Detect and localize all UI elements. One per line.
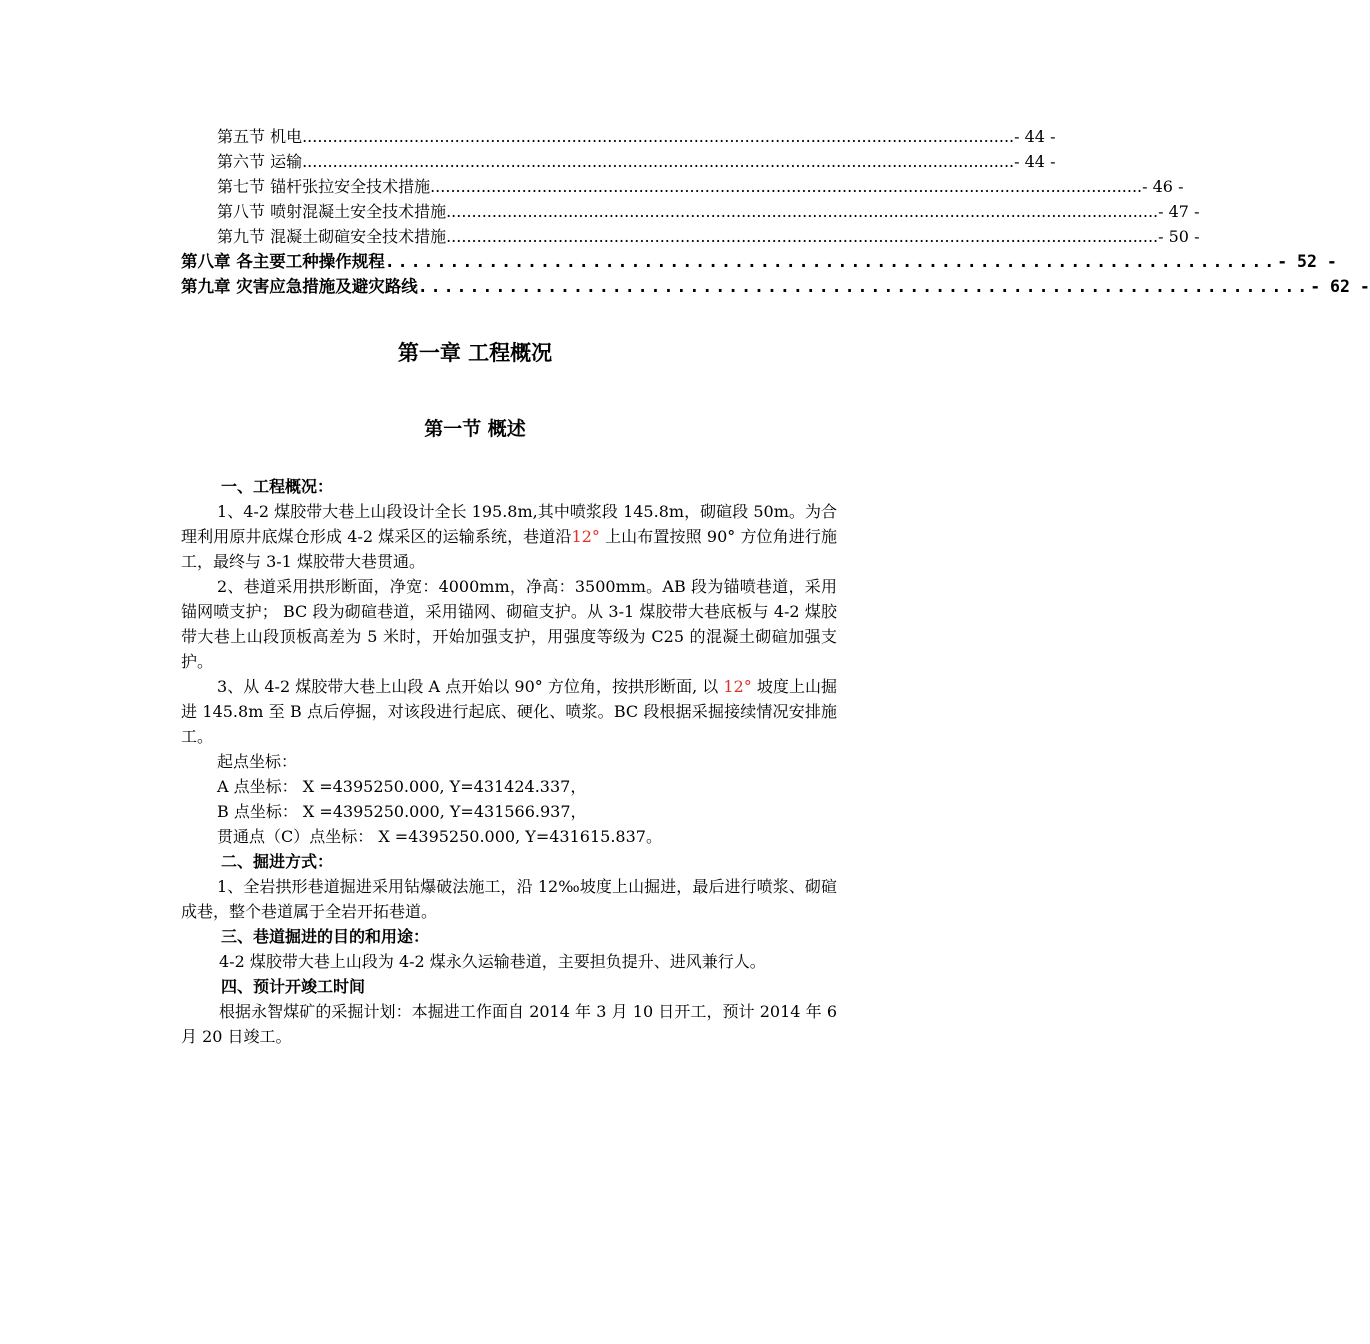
paragraph: 根据永智煤矿的采掘计划：本掘进工作面自 2014 年 3 月 10 日开工，预计 2014 年 6 月 20 日竣工。 [181, 1002, 837, 1046]
toc-page: - 44 - [1014, 127, 1056, 146]
coordinates-title: 起点坐标： [217, 752, 298, 771]
document-body [181, 474, 837, 1049]
subheading-excavation-method: 二、掘进方式： [221, 852, 334, 871]
toc-leader: ............................................................................................................................................ [302, 127, 1015, 146]
toc-leader: ............................................................................................................................................ [430, 177, 1143, 196]
text-run: 坡度上山掘进 145.8m 至 B 点后停掘，对该段进行起底、硬化、喷浆。BC 段根据采掘接续情况安排施工。 [181, 677, 837, 746]
paragraph: 4-2 煤胶带大巷上山段为 4-2 煤永久运输巷道，主要担负提升、进风兼行人。 [219, 952, 766, 971]
toc-page: - 50 - [1158, 227, 1200, 246]
paragraph [181, 499, 837, 574]
paragraph: 1、全岩拱形巷道掘进采用钻爆破法施工，沿 12‰坡度上山掘进，最后进行喷浆、砌碹成巷，整个巷道属于全岩开拓巷道。 [181, 877, 837, 921]
toc-entry[interactable] [181, 274, 1370, 299]
chapter-title: 第一章 工程概况 [397, 341, 553, 365]
subheading-project-overview: 一、工程概况： [221, 477, 334, 496]
toc-leader: ..................................................................... [384, 252, 1278, 271]
toc-page: - 47 - [1158, 202, 1200, 221]
toc-label: 第八章 各主要工种操作规程 [181, 252, 385, 271]
text-run: 上山布置按照 90° 方位角进行施工，最终与 3-1 煤胶带大巷贯通。 [181, 527, 837, 571]
toc-label: 第六节 运输 [217, 152, 303, 171]
toc-page: - 46 - [1142, 177, 1184, 196]
highlight-text: 12° [571, 527, 600, 546]
toc-page: - 44 - [1014, 152, 1056, 171]
toc-entry[interactable] [181, 149, 1056, 174]
coordinate-c: 贯通点（C）点坐标： X =4395250.000, Y=431615.837。 [217, 827, 662, 846]
section-title: 第一节 概述 [424, 418, 526, 440]
toc-leader: ..................................................................... [417, 277, 1311, 296]
toc-label: 第五节 机电 [217, 127, 303, 146]
toc-label: 第九章 灾害应急措施及避灾路线 [181, 277, 418, 296]
highlight-text: 12° [723, 677, 752, 696]
toc-label: 第七节 锚杆张拉安全技术措施 [217, 177, 431, 196]
toc-label: 第八节 喷射混凝土安全技术措施 [217, 202, 447, 221]
text-run: 3、从 4-2 煤胶带大巷上山段 A 点开始以 90° 方位角，按拱形断面, 以 [217, 677, 724, 696]
toc-entry[interactable] [181, 124, 1056, 149]
toc-entry[interactable] [181, 249, 1337, 274]
coordinate-a: A 点坐标： X =4395250.000, Y=431424.337， [217, 777, 587, 796]
toc-leader: ............................................................................................................................................ [446, 227, 1159, 246]
toc-page: - 52 - [1277, 252, 1337, 271]
toc-entry[interactable] [181, 174, 1184, 199]
toc-label: 第九节 混凝土砌碹安全技术措施 [217, 227, 447, 246]
toc-entry[interactable] [181, 224, 1200, 249]
text-run: 1、4-2 煤胶带大巷上山段设计全长 195.8m,其中喷浆段 145.8m，砌碹段 50m。为合理利用原井底煤仓形成 4-2 煤采区的运输系统，巷道沿 [181, 502, 837, 546]
toc-entry[interactable] [181, 199, 1200, 224]
toc-leader: ............................................................................................................................................ [302, 152, 1015, 171]
paragraph [181, 674, 837, 749]
paragraph: 2、巷道采用拱形断面，净宽：4000mm，净高：3500mm。AB 段为锚喷巷道，采用锚网喷支护； BC 段为砌碹巷道，采用锚网、砌碹支护。从 3-1 煤胶带大巷底板与 4-2 煤胶带大巷上山段顶板高差为 5 米时，开始加强支护，用强度等级为 C25 的混凝土砌碹加强支护。 [181, 577, 837, 671]
table-of-contents [181, 124, 1370, 299]
subheading-purpose: 三、巷道掘进的目的和用途： [221, 927, 430, 946]
toc-page: - 62 - [1310, 277, 1370, 296]
toc-leader: ............................................................................................................................................ [446, 202, 1159, 221]
subheading-schedule: 四、预计开竣工时间 [221, 977, 366, 996]
coordinate-b: B 点坐标： X =4395250.000, Y=431566.937， [217, 802, 587, 821]
